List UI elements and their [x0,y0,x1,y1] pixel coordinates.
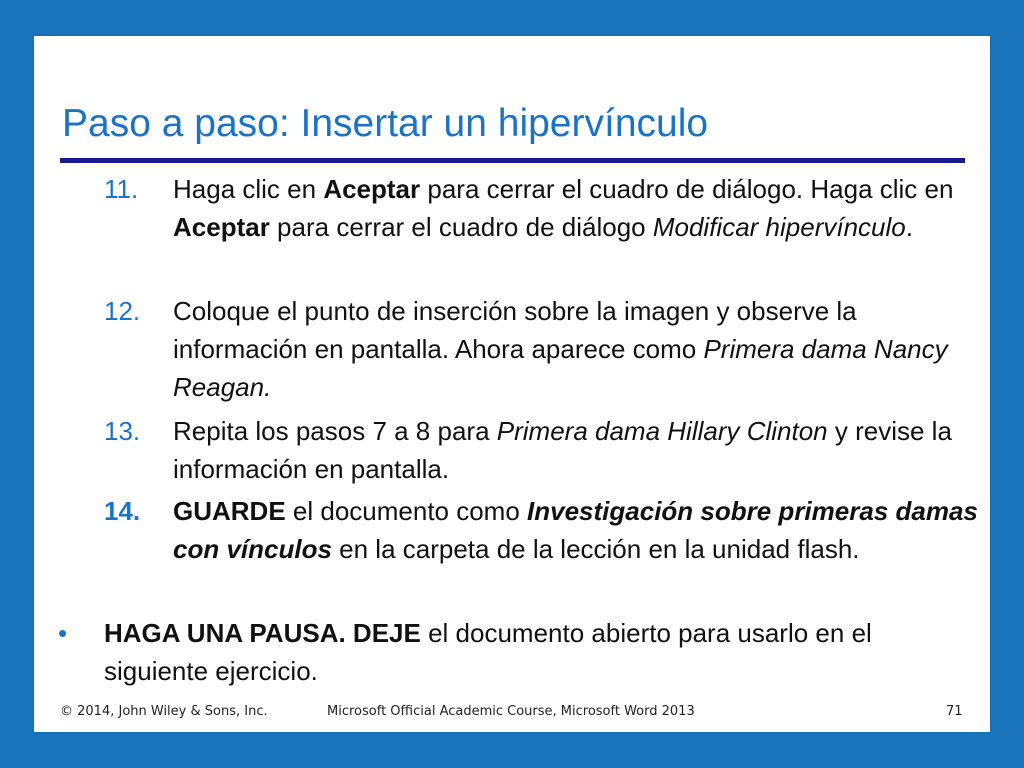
footer-course: Microsoft Official Academic Course, Microsoft Word 2013 [327,704,695,719]
step-text: Repita los pasos 7 a 8 para Primera dama Hillary Clinton y revise la información en pantalla. [173,416,952,484]
step-13 [104,412,984,488]
footer-page-number: 71 [946,704,963,719]
slide-title: Paso a paso: Insertar un hipervínculo [62,102,709,145]
bullet-text: HAGA UNA PAUSA. DEJE el documento abierto para usarlo en el siguiente ejercicio. [104,618,872,686]
step-number: 11. [104,174,139,204]
step-14 [104,492,984,568]
step-text: Coloque el punto de inserción sobre la imagen y observe la información en pantalla. Ahora aparece como Primera dama Nancy Reagan. [173,296,948,402]
step-text: GUARDE el documento como Investigación sobre primeras damas con vínculos en la carpeta de la lección en la unidad flash. [173,496,978,564]
step-number: 14. [104,496,141,526]
step-12 [104,292,984,406]
step-number: 13. [104,416,141,446]
title-underline [60,158,965,163]
bullet-icon: • [58,618,68,648]
step-number: 12. [104,296,141,326]
step-text: Haga clic en Aceptar para cerrar el cuadro de diálogo. Haga clic en Aceptar para cerrar el cuadro de diálogo Modificar hipervínculo. [173,174,954,242]
footer-copyright: © 2014, John Wiley & Sons, Inc. [60,704,268,719]
slide [34,36,990,732]
step-11 [104,170,984,246]
pause-bullet [58,614,978,690]
